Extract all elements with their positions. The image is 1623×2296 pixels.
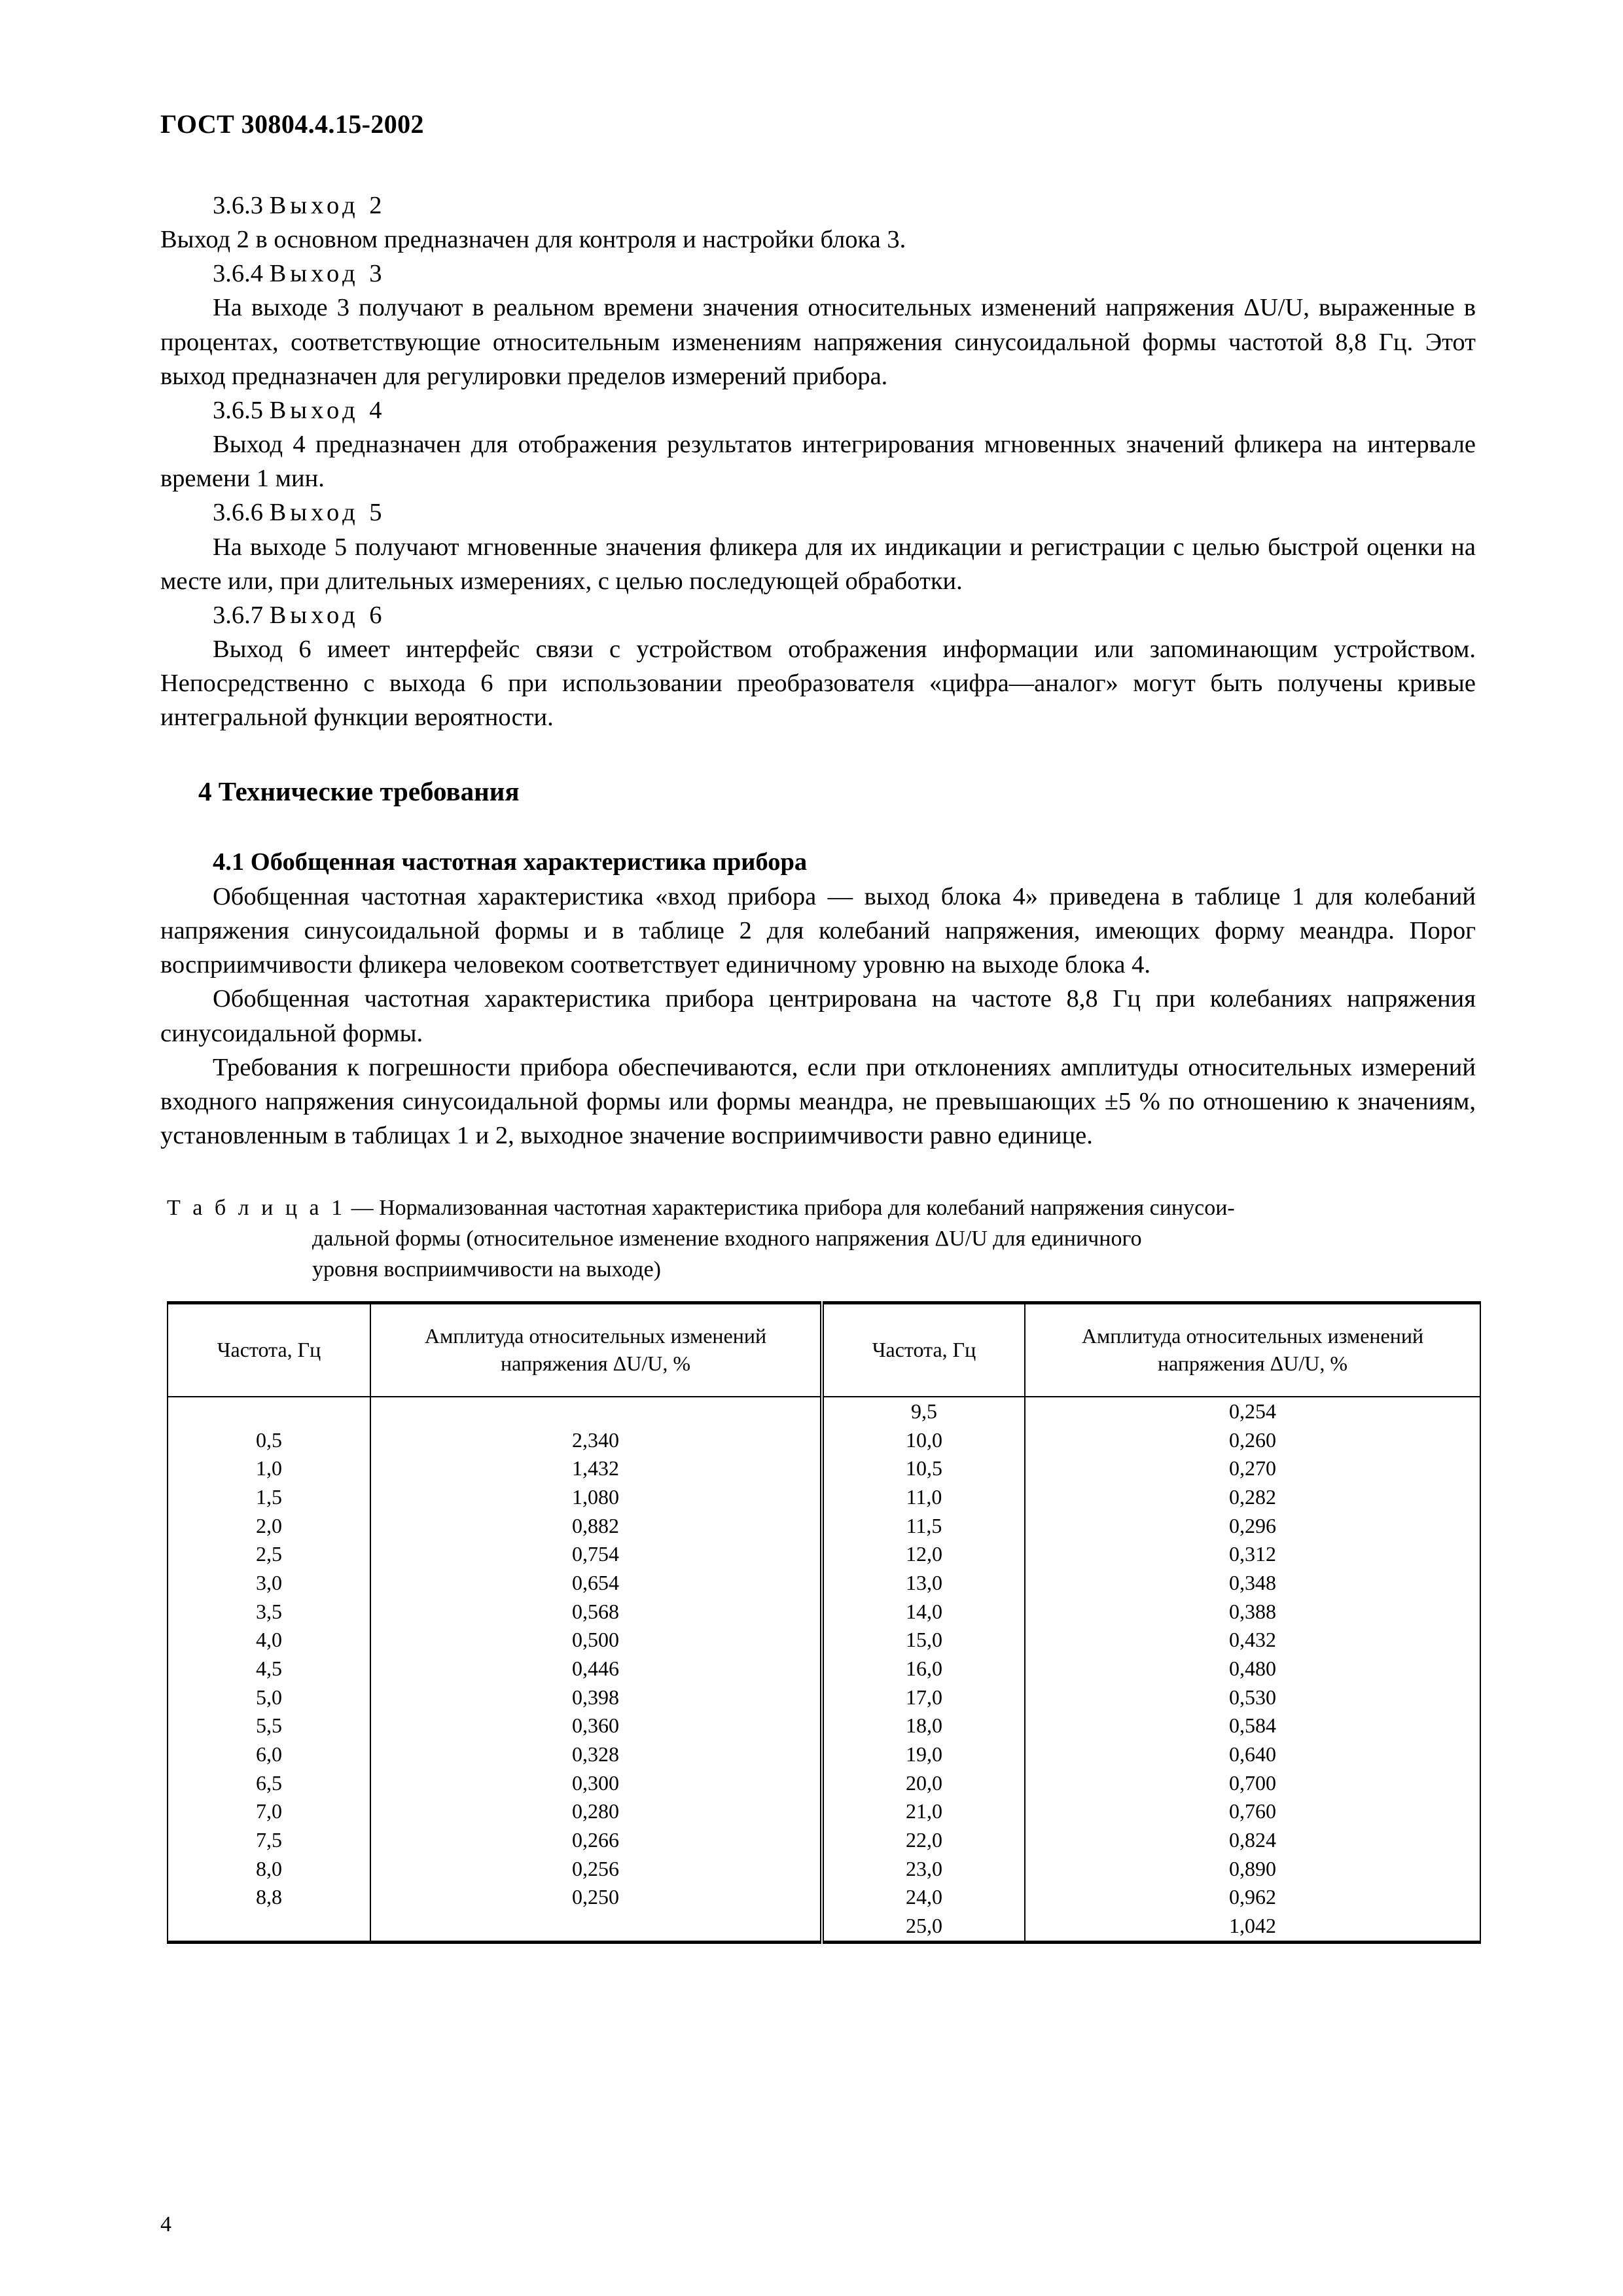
table1-value-amplitude-right: 0,584 [1229,1713,1276,1738]
clause-title: Выход 5 [269,499,386,527]
table1-list-frequency-right [824,1397,1024,1941]
table1-value-frequency-right: 10,0 [906,1427,942,1452]
clause-heading-3-6-4 [160,257,1476,291]
table1-value-frequency-right: 21,0 [906,1799,942,1823]
table1-value-amplitude-right: 0,348 [1229,1570,1276,1594]
table1 [167,1301,1481,1944]
table1-value-frequency-right: 20,0 [906,1770,942,1795]
clause-title: Выход 6 [269,601,386,629]
subsection-heading-4-1: 4.1 Обобщенная частотная характеристика прибора [213,848,808,876]
table1-value-amplitude-left: 0,500 [572,1628,619,1652]
table1-value-amplitude-right: 0,480 [1229,1656,1276,1680]
table1-value-amplitude-right: 0,640 [1229,1742,1276,1766]
table1-value-frequency-left: 5,0 [256,1685,282,1709]
table1-header-amplitude-left [370,1302,822,1397]
table1-value-amplitude-right: 0,700 [1229,1770,1276,1795]
table1-value-amplitude-right: 0,282 [1229,1484,1276,1509]
table1-value-frequency-left: 2,5 [256,1542,282,1566]
table1-body-row [168,1397,1480,1942]
table1-value-amplitude-right: 0,530 [1229,1685,1276,1709]
table1-caption-line2: дальной формы (относительное изменение входного напряжения ΔU/U для единичного [312,1227,1142,1251]
table1-value-frequency-left: 4,5 [256,1656,282,1680]
table1-value-amplitude-left: 0,250 [572,1885,619,1909]
table1-value-frequency-left: 6,5 [256,1770,282,1795]
table1-value-amplitude-right: 0,260 [1229,1427,1276,1452]
clause-title: Выход 3 [269,260,386,288]
table1-caption-line1: Нормализованная частотная характеристика прибора для колебаний напряжения синусои- [379,1196,1235,1221]
clause-number: 3.6.4 [213,260,263,288]
table1-value-amplitude-left: 1,432 [572,1456,619,1480]
table1-list-amplitude-right [1026,1397,1480,1941]
clause-title: Выход 2 [269,192,386,219]
table1-value-amplitude-right: 0,270 [1229,1456,1276,1480]
table1-value-frequency-left: 4,0 [256,1628,282,1652]
table1-value-amplitude-left: 0,446 [572,1656,619,1680]
clause-body-3-6-4: На выходе 3 получают в реальном времени значения относительных изменений напряжения ΔU/U, выраженные в процентах, соответствующие относительным изменениям напряжения синусоидальной формы частотой 8,8 Гц. Этот выход предназначен для регулировки пределов измерений прибора. [160,294,1476,390]
table1-header-amplitude-left-line2: напряжения ΔU/U, % [501,1351,690,1375]
table1-value-amplitude-left: 1,080 [572,1484,619,1509]
table1-header-row [168,1302,1480,1397]
table1-cell-frequency-right [822,1397,1025,1942]
clause-body-3-6-3: Выход 2 в основном предназначен для контроля и настройки блока 3. [160,226,906,254]
table1-value-frequency-right: 19,0 [906,1742,942,1766]
table1-header-frequency-left: Частота, Гц [168,1302,370,1397]
table1-value-frequency-right: 24,0 [906,1885,942,1909]
table1-value-amplitude-left: 0,328 [572,1742,619,1766]
table1-value-amplitude-left: 0,280 [572,1799,619,1823]
clause-title: Выход 4 [269,396,386,424]
table1-value-frequency-left: 7,5 [256,1827,282,1852]
table1-value-amplitude-right: 0,890 [1229,1856,1276,1880]
table1-caption-dash: — [351,1196,374,1221]
table1-value-amplitude-left: 0,360 [572,1713,619,1738]
table1-value-frequency-left: 7,0 [256,1799,282,1823]
table1-value-amplitude-right: 0,824 [1229,1827,1276,1852]
table1-value-amplitude-right: 0,760 [1229,1799,1276,1823]
table1-value-frequency-right: 22,0 [906,1827,942,1852]
table1-value-amplitude-right: 0,432 [1229,1628,1276,1652]
table1-value-frequency-right: 18,0 [906,1713,942,1738]
clause-number: 3.6.7 [213,601,263,629]
table1-value-frequency-right: 12,0 [906,1542,942,1566]
table1-caption [160,1193,1476,1285]
clause-number: 3.6.6 [213,499,263,527]
table1-value-frequency-right: 23,0 [906,1856,942,1880]
table1-value-amplitude-right: 0,296 [1229,1513,1276,1537]
table1-value-frequency-right: 16,0 [906,1656,942,1680]
table1-value-frequency-right: 15,0 [906,1628,942,1652]
table1-value-frequency-right: 11,5 [906,1513,942,1537]
table1-value-frequency-right: 9,5 [911,1399,937,1423]
table1-value-amplitude-right: 0,388 [1229,1599,1276,1623]
clause-heading-3-6-6 [160,495,1476,529]
table1-header-amplitude-right-line2: напряжения ΔU/U, % [1158,1351,1347,1375]
table1-value-frequency-left: 3,0 [256,1570,282,1594]
table1-value-frequency-left: 8,0 [256,1856,282,1880]
table1-value-amplitude-left: 0,266 [572,1827,619,1852]
table1-value-frequency-left: 3,5 [256,1599,282,1623]
table1-value-frequency-left: 8,8 [256,1885,282,1909]
table1-value-amplitude-left: 0,882 [572,1513,619,1537]
table1-value-frequency-right: 13,0 [906,1570,942,1594]
table1-value-frequency-left: 2,0 [256,1513,282,1537]
clause-heading-3-6-3 [160,188,1476,223]
clause-heading-3-6-5 [160,393,1476,427]
table1-value-frequency-left: 0,5 [256,1427,282,1452]
table1-value-amplitude-left: 0,398 [572,1685,619,1709]
table1-value-amplitude-right: 0,312 [1229,1542,1276,1566]
table1-value-amplitude-left: 0,300 [572,1770,619,1795]
table1-value-frequency-left: 1,5 [256,1484,282,1509]
table1-value-amplitude-right: 0,962 [1229,1885,1276,1909]
page-number: 4 [160,2212,171,2236]
table1-value-amplitude-left: 0,256 [572,1856,619,1880]
section-heading-4: 4 Технические требования [198,776,520,806]
table1-value-frequency-right: 14,0 [906,1599,942,1623]
table1-value-amplitude-right: 1,042 [1229,1913,1276,1937]
table1-value-amplitude-left: 0,654 [572,1570,619,1594]
table1-list-amplitude-left [371,1426,820,1912]
table1-value-frequency-right: 25,0 [906,1913,942,1937]
paragraph-4-1-a: Обобщенная частотная характеристика «вход прибора — выход блока 4» приведена в таблице 1 для колебаний напряжения синусоидальной формы и в таблице 2 для колебаний напряжения, имеющих форму меандра. Порог восприимчивости фликера человеком соответствует единичному уровню на выходе блока 4. [160,882,1476,979]
table1-value-amplitude-right: 0,254 [1229,1399,1276,1423]
table1-header-amplitude-left-line1: Амплитуда относительных изменений [424,1324,767,1348]
table1-header-amplitude-right-line1: Амплитуда относительных изменений [1081,1324,1424,1348]
table1-value-frequency-right: 17,0 [906,1685,942,1709]
table1-caption-label: Т а б л и ц а 1 [167,1196,346,1221]
table1-caption-line3: уровня восприимчивости на выходе) [312,1257,661,1282]
table1-value-frequency-left: 5,5 [256,1713,282,1738]
table1-value-frequency-left: 6,0 [256,1742,282,1766]
clause-number: 3.6.5 [213,396,263,424]
table1-value-frequency-right: 11,0 [906,1484,942,1509]
table1-list-frequency-left [168,1426,370,1912]
table1-cell-amplitude-left [370,1397,822,1942]
table1-header-amplitude-right [1025,1302,1480,1397]
table1-value-amplitude-left: 0,568 [572,1599,619,1623]
table1-value-frequency-left: 1,0 [256,1456,282,1480]
document-header-standard-number: ГОСТ 30804.4.15-2002 [160,109,424,139]
table1-value-amplitude-left: 2,340 [572,1427,619,1452]
clause-body-3-6-6: На выходе 5 получают мгновенные значения фликера для их индикации и регистрации с целью быстрой оценки на месте или, при длительных измерениях, с целью последующей обработки. [160,533,1476,595]
table1-header-frequency-right: Частота, Гц [822,1302,1025,1397]
paragraph-4-1-b: Обобщенная частотная характеристика прибора центрирована на частоте 8,8 Гц при колебаниях напряжения синусоидальной формы. [160,985,1476,1047]
table1-value-amplitude-left: 0,754 [572,1542,619,1566]
table1-cell-amplitude-right [1025,1397,1480,1942]
clause-heading-3-6-7 [160,598,1476,632]
table1-value-frequency-right: 10,5 [906,1456,942,1480]
clause-number: 3.6.3 [213,192,263,219]
clause-body-3-6-7: Выход 6 имеет интерфейс связи с устройством отображения информации или запоминающим устройством. Непосредственно с выхода 6 при использовании преобразователя «цифра—аналог» могут быть получены кривые интегральной функции вероятности. [160,636,1476,732]
paragraph-4-1-c: Требования к погрешности прибора обеспечиваются, если при отклонениях амплитуды относительных измерений входного напряжения синусоидальной формы или формы меандра, не превышающих ±5 % по отношению к значениям, установленным в таблицах 1 и 2, выходное значение восприимчивости равно единице. [160,1053,1476,1149]
clause-body-3-6-5: Выход 4 предназначен для отображения результатов интегрирования мгновенных значений фликера на интервале времени 1 мин. [160,431,1476,493]
table1-cell-frequency-left [168,1397,370,1942]
